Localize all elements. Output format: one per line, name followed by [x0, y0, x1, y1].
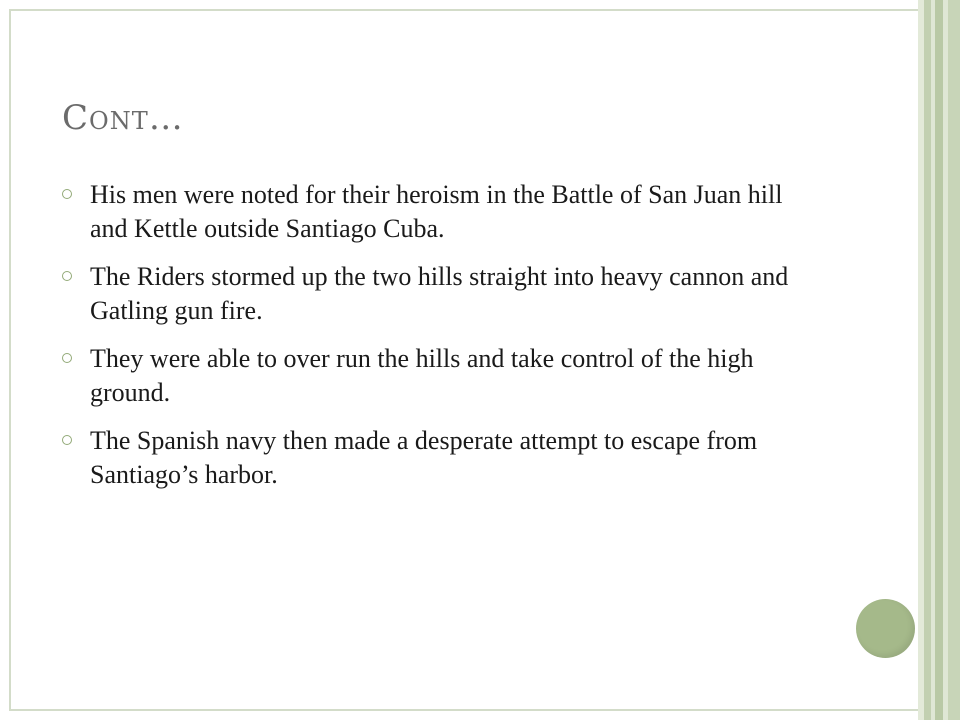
bullet-item [62, 260, 822, 328]
decorative-stripe [935, 0, 943, 720]
hollow-circle-bullet-icon [62, 189, 72, 199]
bullet-list [62, 178, 822, 506]
decorative-stripe [948, 0, 960, 720]
bullet-item [62, 178, 822, 246]
bullet-item [62, 342, 822, 410]
decorative-stripe [924, 0, 931, 720]
hollow-circle-bullet-icon [62, 353, 72, 363]
hollow-circle-bullet-icon [62, 435, 72, 445]
bullet-text: His men were noted for their heroism in the Battle of San Juan hill and Kettle outside Santiago Cuba. [90, 180, 783, 243]
slide-title: Cont… [62, 98, 184, 138]
hollow-circle-bullet-icon [62, 271, 72, 281]
bullet-text: The Spanish navy then made a desperate attempt to escape from Santiago’s harbor. [90, 426, 758, 489]
bullet-item [62, 424, 822, 492]
decorative-circle [856, 599, 915, 658]
bullet-text: They were able to over run the hills and take control of the high ground. [90, 344, 754, 407]
bullet-text: The Riders stormed up the two hills straight into heavy cannon and Gatling gun fire. [90, 262, 789, 325]
